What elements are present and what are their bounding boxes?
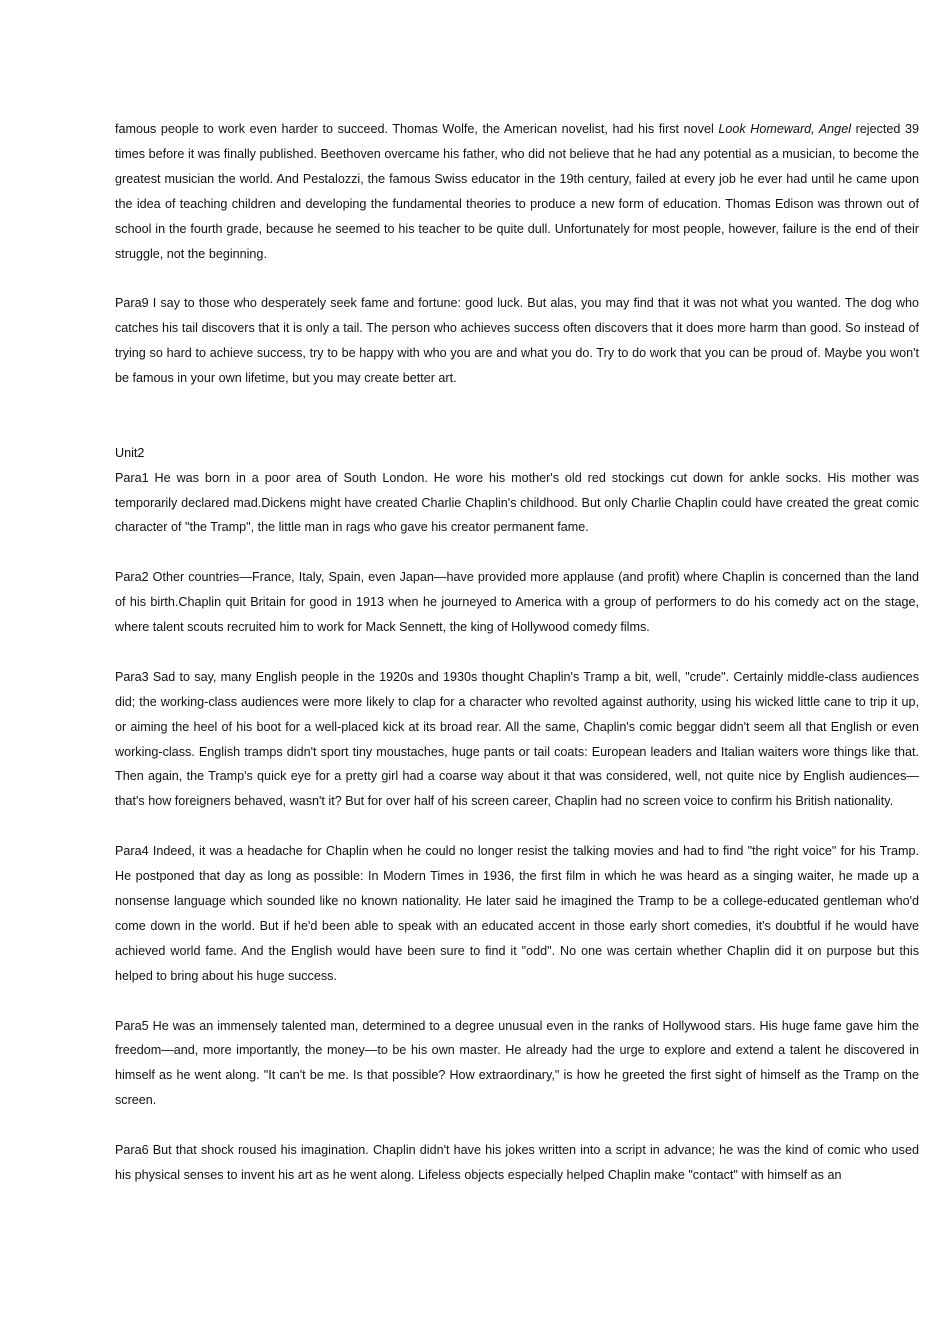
paragraph-text: famous people to work even harder to succeed. Thomas Wolfe, the American novelist, had his first novel: [115, 122, 719, 136]
unit1-closing-paragraph: [115, 117, 919, 266]
unit2-para6: Para6 But that shock roused his imagination. Chaplin didn't have his jokes written into a script in advance; he was the kind of comic who used his physical senses to invent his art as he went along. Lifeless objects especially helped Chaplin make "contact" with himself as an: [115, 1143, 919, 1182]
para9: Para9 I say to those who desperately seek fame and fortune: good luck. But alas, you may find that it was not what you wanted. The dog who catches his tail discovers that it is only a tail. The person who achieves success often discovers that it does more harm than good. So instead of trying so hard to achieve success, try to be happy with who you are and what you do. Try to do work that you can be proud of. Maybe you won't be famous in your own lifetime, but you may create better art.: [115, 296, 919, 386]
unit2-para1: Para1 He was born in a poor area of South London. He wore his mother's old red stockings cut down for ankle socks. His mother was temporarily declared mad.Dickens might have created Charlie Chaplin's childhood. But only Charlie Chaplin could have created the great comic character of "the Tramp", the little man in rags who gave his creator permanent fame.: [115, 470, 919, 535]
unit2-para5: Para5 He was an immensely talented man, determined to a degree unusual even in the ranks of Hollywood stars. His huge fame gave him the freedom—and, more importantly, the money—to be his own master. He already had the urge to explore and extend a talent he discovered in himself as he went along. "It can't be me. Is that possible? How extraordinary," is how he greeted the first sight of himself as the Tramp on the screen.: [115, 1018, 919, 1108]
unit2-para3: Para3 Sad to say, many English people in the 1920s and 1930s thought Chaplin's Tramp a bit, well, "crude". Certainly middle-class audiences did; the working-class audiences were more likely to clap for a character who revolted against authority, using his wicked little cane to trip it up, or aiming the heel of his boot for a well-placed kick at its broad rear. All the same, Chaplin's comic beggar didn't seem all that English or even working-class. English tramps didn't sport tiny moustaches, huge pants or tail coats: European leaders and Italian waiters wore things like that. Then again, the Tramp's quick eye for a pretty girl had a coarse way about it that was considered, well, not quite nice by English audiences—that's how foreigners behaved, wasn't it? But for over half of his screen career, Chaplin had no screen voice to confirm his British nationality.: [115, 669, 919, 809]
unit2-heading: Unit2: [115, 445, 145, 460]
section-gap: [115, 416, 919, 441]
unit2-para4: Para4 Indeed, it was a headache for Chaplin when he could no longer resist the talking movies and had to find "the right voice" for his Tramp. He postponed that day as long as possible: In Modern Times in 1936, the first film in which he was heard as a singing waiter, he made up a nonsense language which sounded like no known nationality. He later said he imagined the Tramp to be a college-educated gentleman who'd come down in the world. But if he'd been able to speak with an educated accent in those early short comedies, it's doubtful if he would have achieved world fame. And the English would have been sure to find it "odd". No one was certain whether Chaplin did it on purpose but this helped to bring about his huge success.: [115, 844, 919, 983]
document-page: [115, 117, 919, 1188]
paragraph-text: rejected 39 times before it was finally published. Beethoven overcame his father, who did not believe that he had any potential as a musician, to become the greatest musician the world. And Pestalozzi, the famous Swiss educator in the 19th century, failed at every job he ever had until he came upon the idea of teaching children and developing the fundamental theories to produce a new form of education. Thomas Edison was thrown out of school in the fourth grade, because he seemed to his teacher to be quite dull. Unfortunately for most people, however, failure is the end of their struggle, not the beginning.: [115, 122, 919, 261]
book-title: Look Homeward, Angel: [718, 122, 851, 136]
unit2-para2: Para2 Other countries—France, Italy, Spain, even Japan—have provided more applause (and profit) where Chaplin is concerned than the land of his birth.Chaplin quit Britain for good in 1913 when he journeyed to America with a group of performers to do his comedy act on the stage, where talent scouts recruited him to work for Mack Sennett, the king of Hollywood comedy films.: [115, 570, 919, 635]
